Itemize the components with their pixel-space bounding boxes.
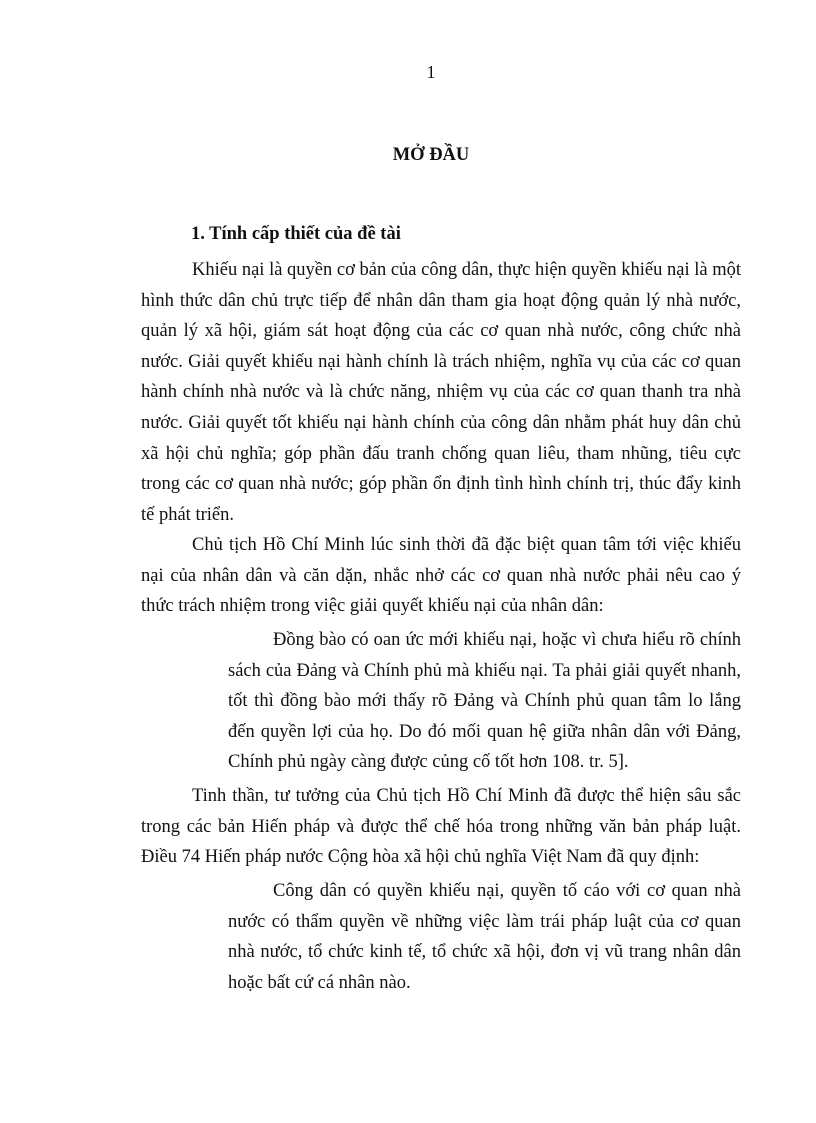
paragraph-3: Tinh thần, tư tưởng của Chủ tịch Hồ Chí Minh đã được thể hiện sâu sắc trong các bản Hiến pháp và được thể chế hóa trong những văn bản pháp luật. Điều 74 Hiến pháp nước Cộng hòa xã hội chủ nghĩa Việt Nam đã quy định: bbox=[141, 786, 741, 868]
block-quote-2: Công dân có quyền khiếu nại, quyền tố cáo với cơ quan nhà nước có thẩm quyền về những việc làm trái pháp luật của cơ quan nhà nước, tổ chức kinh tế, tổ chức xã hội, đơn vị vũ trang nhân dân hoặc bất cứ cá nhân nào. bbox=[228, 881, 741, 993]
page-number: 1 bbox=[426, 62, 436, 82]
page-title: MỞ ĐẦU bbox=[392, 145, 470, 165]
paragraph-1: Khiếu nại là quyền cơ bản của công dân, thực hiện quyền khiếu nại là một hình thức dân chủ trực tiếp để nhân dân tham gia hoạt động quản lý nhà nước, quản lý xã hội, giám sát hoạt động của các cơ quan nhà nước, công chức nhà nước. Giải quyết khiếu nại hành chính là trách nhiệm, nghĩa vụ của các cơ quan hành chính nhà nước và là chức năng, nhiệm vụ của các cơ quan thanh tra nhà nước. Giải quyết tốt khiếu nại hành chính của công dân nhằm phát huy dân chủ xã hội chủ nghĩa; góp phần đấu tranh chống quan liêu, tham nhũng, tiêu cực trong các cơ quan nhà nước; góp phần ổn định tình hình chính trị, thúc đẩy kinh tế phát triển. bbox=[141, 260, 741, 525]
block-quote-1: Đồng bào có oan ức mới khiếu nại, hoặc vì chưa hiểu rõ chính sách của Đảng và Chính phủ mà khiếu nại. Ta phải giải quyết nhanh, tốt thì đồng bào mới thấy rõ Đảng và Chính phủ quan tâm lo lắng đến quyền lợi của họ. Do đó mối quan hệ giữa nhân dân với Đảng, Chính phủ ngày càng được củng cố tốt hơn 108. tr. 5]. bbox=[228, 630, 741, 773]
paragraph-2: Chủ tịch Hồ Chí Minh lúc sinh thời đã đặc biệt quan tâm tới việc khiếu nại của nhân dân và căn dặn, nhắc nhở các cơ quan nhà nước phải nêu cao ý thức trách nhiệm trong việc giải quyết khiếu nại của nhân dân: bbox=[141, 535, 741, 617]
section-heading: 1. Tính cấp thiết của đề tài bbox=[191, 224, 401, 244]
